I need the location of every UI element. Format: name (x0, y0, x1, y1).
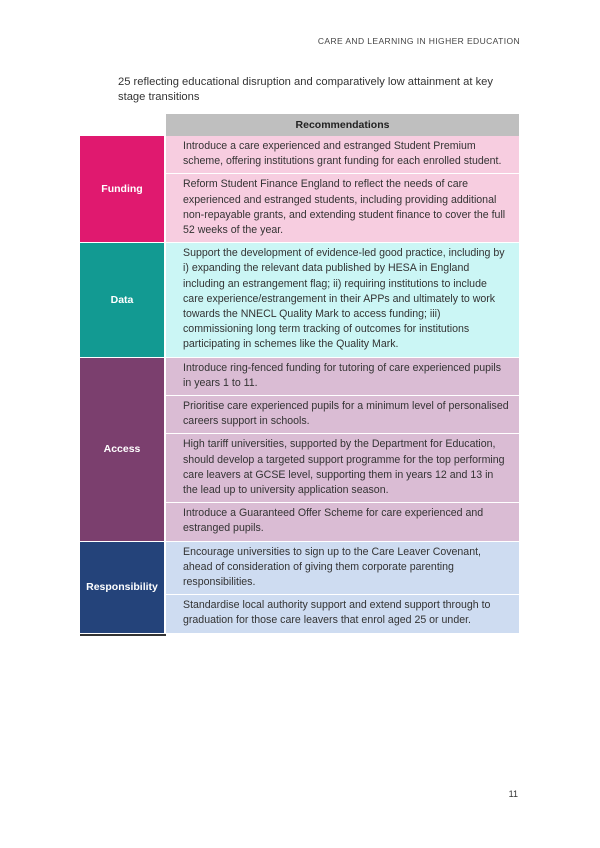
recommendation-item: Encourage universities to sign up to the Care Leaver Covenant, ahead of consideration of giving them corporate parenting responsibilities. (166, 542, 519, 596)
intro-paragraph: 25 reflecting educational disruption and comparatively low attainment at key stage transitions (118, 76, 493, 103)
group-label-data: Data (80, 243, 164, 356)
recommendation-item: High tariff universities, supported by the Department for Education, should develop a targeted support programme for the top performing care leavers at GCSE level, supporting them in years 12 and 13 in the lead up to university application season. (166, 434, 519, 503)
table-bottom-rule (80, 634, 166, 636)
recommendation-item: Reform Student Finance England to reflect the needs of care experienced and estranged students, including providing additional non-repayable grants, and extending student finance to cover the full 52 weeks of the year. (166, 174, 519, 242)
group-label-access: Access (80, 358, 164, 541)
group-data (80, 243, 519, 357)
table-column-header: Recommendations (166, 114, 519, 136)
group-responsibility (80, 542, 519, 634)
recommendation-item: Standardise local authority support and extend support through to graduation for those care leavers that enrol aged 25 or under. (166, 595, 519, 632)
group-label-responsibility: Responsibility (80, 542, 164, 633)
recommendations-table (80, 114, 519, 636)
group-funding (80, 136, 519, 243)
recommendation-item: Introduce a Guaranteed Offer Scheme for care experienced and estranged pupils. (166, 503, 519, 540)
recommendation-item: Prioritise care experienced pupils for a minimum level of personalised careers support in schools. (166, 396, 519, 434)
group-label-funding: Funding (80, 136, 164, 242)
recommendation-item: Support the development of evidence-led good practice, including by i) expanding the relevant data published by HESA in England including an estrangement flag; ii) requiring institutions to include care experience/estrangement in their APPs and ultimately to work towards the NNECL Quality Mark to access funding; iii) commissioning long term tracking of outcomes for institutions participating in schemes like the Quality Mark. (166, 243, 519, 356)
page-number: 11 (508, 789, 518, 799)
recommendation-item: Introduce ring-fenced funding for tutoring of care experienced pupils in years 1 to 11. (166, 358, 519, 396)
group-access (80, 358, 519, 542)
running-header: CARE AND LEARNING IN HIGHER EDUCATION (317, 36, 520, 46)
recommendation-item: Introduce a care experienced and estranged Student Premium scheme, offering institutions grant funding for each enrolled student. (166, 136, 519, 174)
